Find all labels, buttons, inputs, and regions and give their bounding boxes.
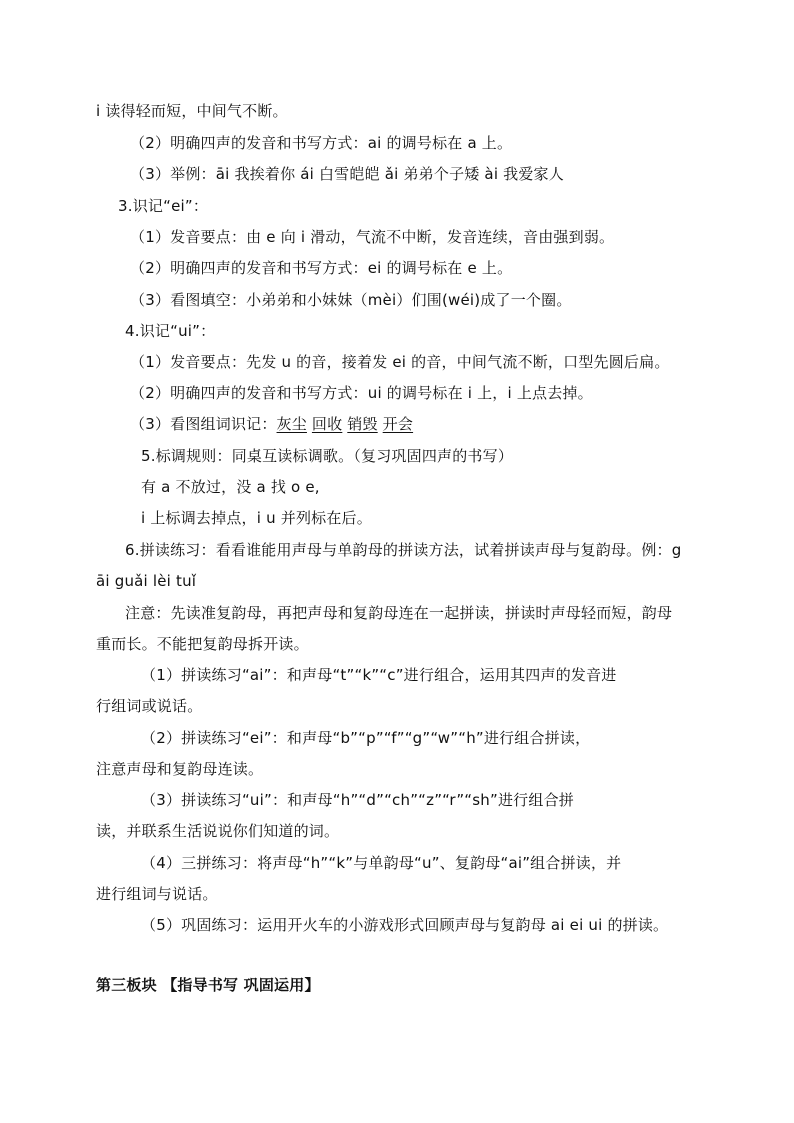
text-line-15: 6.拼读练习：看看谁能用声母与单韵母的拼读方法，试着拼读声母与复韵母。例：g [125,541,682,559]
text-line-7: （3）看图填空：小弟弟和小妹妹（mèi）们围(wéi)成了一个圈。 [130,291,572,309]
text-line-5: （1）发音要点：由 e 向 i 滑动，气流不中断，发音连续，音由强到弱。 [130,228,615,246]
text-line-13: 有 a 不放过，没 a 找 o e, [141,478,320,496]
text-line-1: i 读得轻而短，中间气不断。 [96,102,288,120]
text-line-6: （2）明确四声的发音和书写方式：ei 的调号标在 e 上。 [130,259,513,277]
underlined-word-3: 销毁 [347,415,378,433]
text-line-16: āi guǎi lèi tuǐ [96,572,197,590]
text-line-14: i 上标调去掉点，i u 并列标在后。 [141,509,372,527]
word-list-prefix: （3）看图组词识记： [130,415,277,433]
text-line-25: （4）三拼练习：将声母“h”“k”与单韵母“u”、复韵母“ai”组合拼读，并 [141,854,622,872]
text-line-4: 3.识记“ei”： [118,197,209,215]
text-line-20: 行组词或说话。 [96,697,203,715]
text-line-12: 5.标调规则：同桌互读标调歌。（复习巩固四声的书写） [141,447,514,465]
text-line-27: （5）巩固练习：运用开火车的小游戏形式回顾声母与复韵母 ai ei ui 的拼读。 [141,916,669,934]
text-line-3: （3）举例：āi 我挨着你 ái 白雪皑皑 ǎi 弟弟个子矮 ài 我爱家人 [130,165,564,183]
text-line-24: 读，并联系生活说说你们知道的词。 [96,822,340,840]
text-line-8: 4.识记“ui”： [125,322,216,340]
text-line-11 [130,414,413,434]
text-line-10: （2）明确四声的发音和书写方式：ui 的调号标在 i 上，i 上点去掉。 [130,384,593,402]
underlined-word-1: 灰尘 [276,415,307,433]
text-line-17: 注意：先读准复韵母，再把声母和复韵母连在一起拼读，拼读时声母轻而短，韵母 [125,604,673,622]
underlined-word-2: 回收 [311,415,343,433]
text-line-9: （1）发音要点：先发 u 的音，接着发 ei 的音，中间气流不断，口型先圆后扁。 [130,353,670,371]
text-line-2: （2）明确四声的发音和书写方式：ai 的调号标在 a 上。 [130,134,513,152]
text-line-21: （2）拼读练习“ei”：和声母“b”“p”“f”“g”“w”“h”进行组合拼读， [141,729,591,747]
text-line-19: （1）拼读练习“ai”：和声母“t”“k”“c”进行组合，运用其四声的发音进 [141,666,617,684]
text-line-22: 注意声母和复韵母连读。 [96,760,264,778]
text-line-23: （3）拼读练习“ui”：和声母“h”“d”“ch”“z”“r”“sh”进行组合拼 [141,791,574,809]
text-line-18: 重而长。不能把复韵母拆开读。 [96,635,309,653]
underlined-word-4: 开会 [382,415,414,433]
section-heading: 第三板块 【指导书写 巩固运用】 [96,976,320,994]
text-line-26: 进行组词与说话。 [96,885,218,903]
